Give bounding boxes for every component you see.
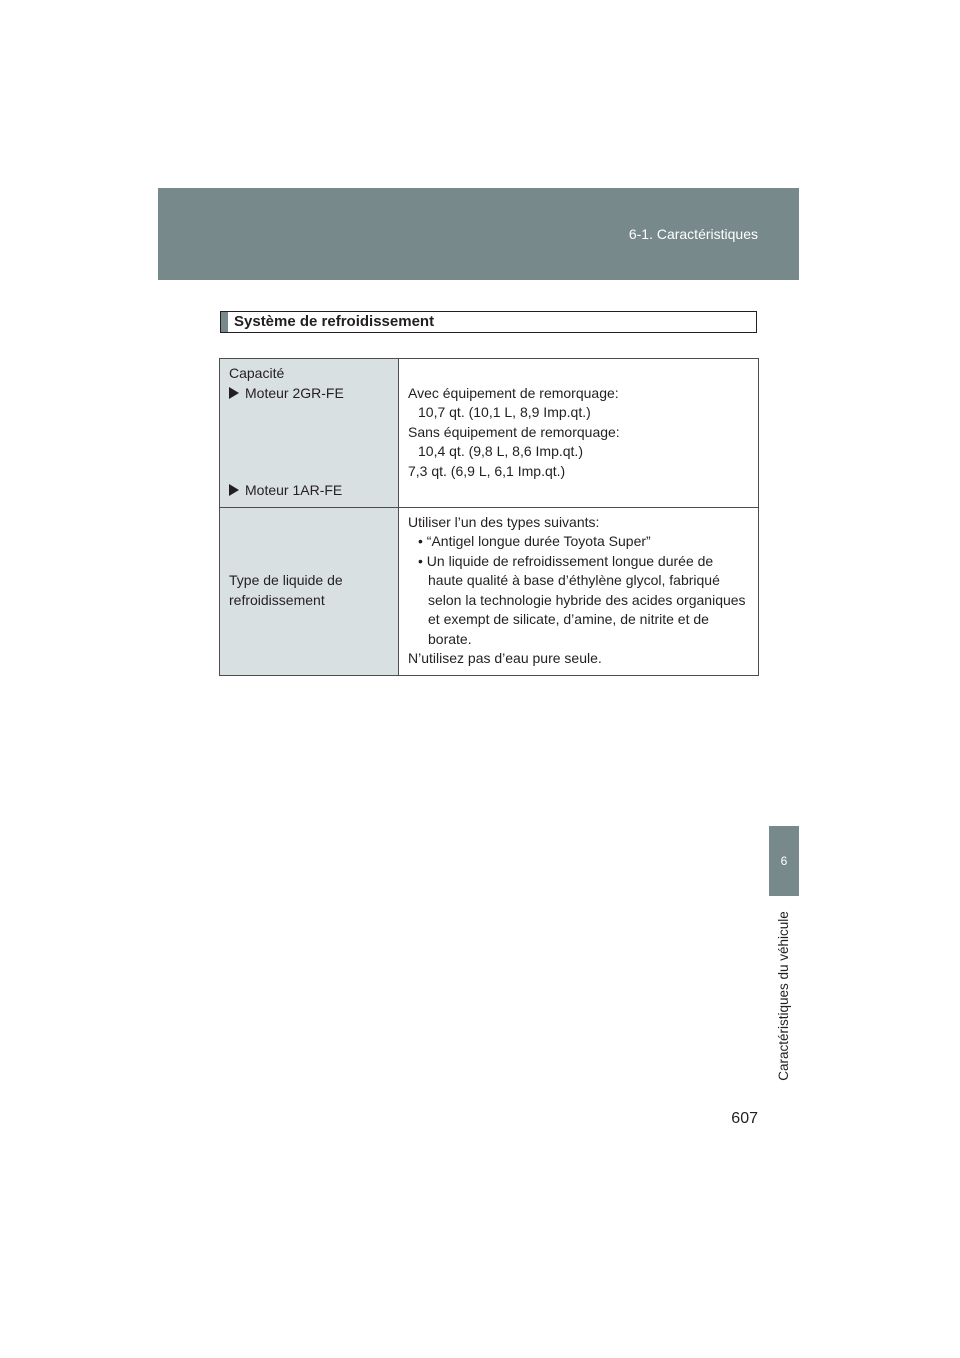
without-tow-value: 10,4 qt. (9,8 L, 8,6 Imp.qt.) (418, 443, 583, 459)
coolant-note: N’utilisez pas d’eau pure seule. (408, 650, 602, 666)
spec-table (219, 358, 759, 676)
spacer (408, 364, 749, 384)
spacer (229, 403, 389, 481)
coolant-bullet-2: • Un liquide de refroidissement longue durée de haute qualité à base d’éthylène glycol, fabriqué selon la technologie hybride des acides organiques et exempt de silicate, d’amine, de nitrite et de borate. (418, 552, 746, 647)
capacity-label: Capacité (229, 365, 285, 381)
chapter-tab (769, 826, 799, 896)
page-number: 607 (731, 1110, 758, 1127)
engine-1ar-label: Moteur 1AR-FE (229, 481, 389, 501)
header-section-title: 6-1. Caractéristiques (628, 226, 758, 242)
chapter-number: 6 (780, 854, 788, 868)
section-title: Système de refroidissement (220, 311, 757, 333)
arrow-right-icon (229, 484, 239, 496)
coolant-value-cell (399, 507, 759, 675)
coolant-label-line2: refroidissement (229, 591, 325, 608)
coolant-label-line1: Type de liquide de (229, 572, 343, 588)
engine-2gr-label: Moteur 2GR-FE (229, 384, 389, 404)
engine-2-value: 7,3 qt. (6,9 L, 6,1 Imp.qt.) (408, 462, 566, 479)
with-tow-label: Avec équipement de remorquage: (408, 384, 619, 401)
coolant-label-cell (220, 507, 399, 675)
chapter-label: Caractéristiques du véhicule (776, 911, 791, 1081)
header-band (158, 188, 799, 280)
table-row-coolant (220, 507, 759, 675)
coolant-bullet-1: • “Antigel longue durée Toyota Super” (418, 533, 651, 549)
capacity-value-cell (399, 359, 759, 508)
table-row-capacity (220, 359, 759, 508)
without-tow-label: Sans équipement de remorquage: (408, 423, 620, 440)
capacity-label-cell (220, 359, 399, 508)
with-tow-value: 10,7 qt. (10,1 L, 8,9 Imp.qt.) (418, 404, 591, 420)
arrow-right-icon (229, 387, 239, 399)
coolant-intro: Utiliser l’un des types suivants: (408, 513, 600, 530)
